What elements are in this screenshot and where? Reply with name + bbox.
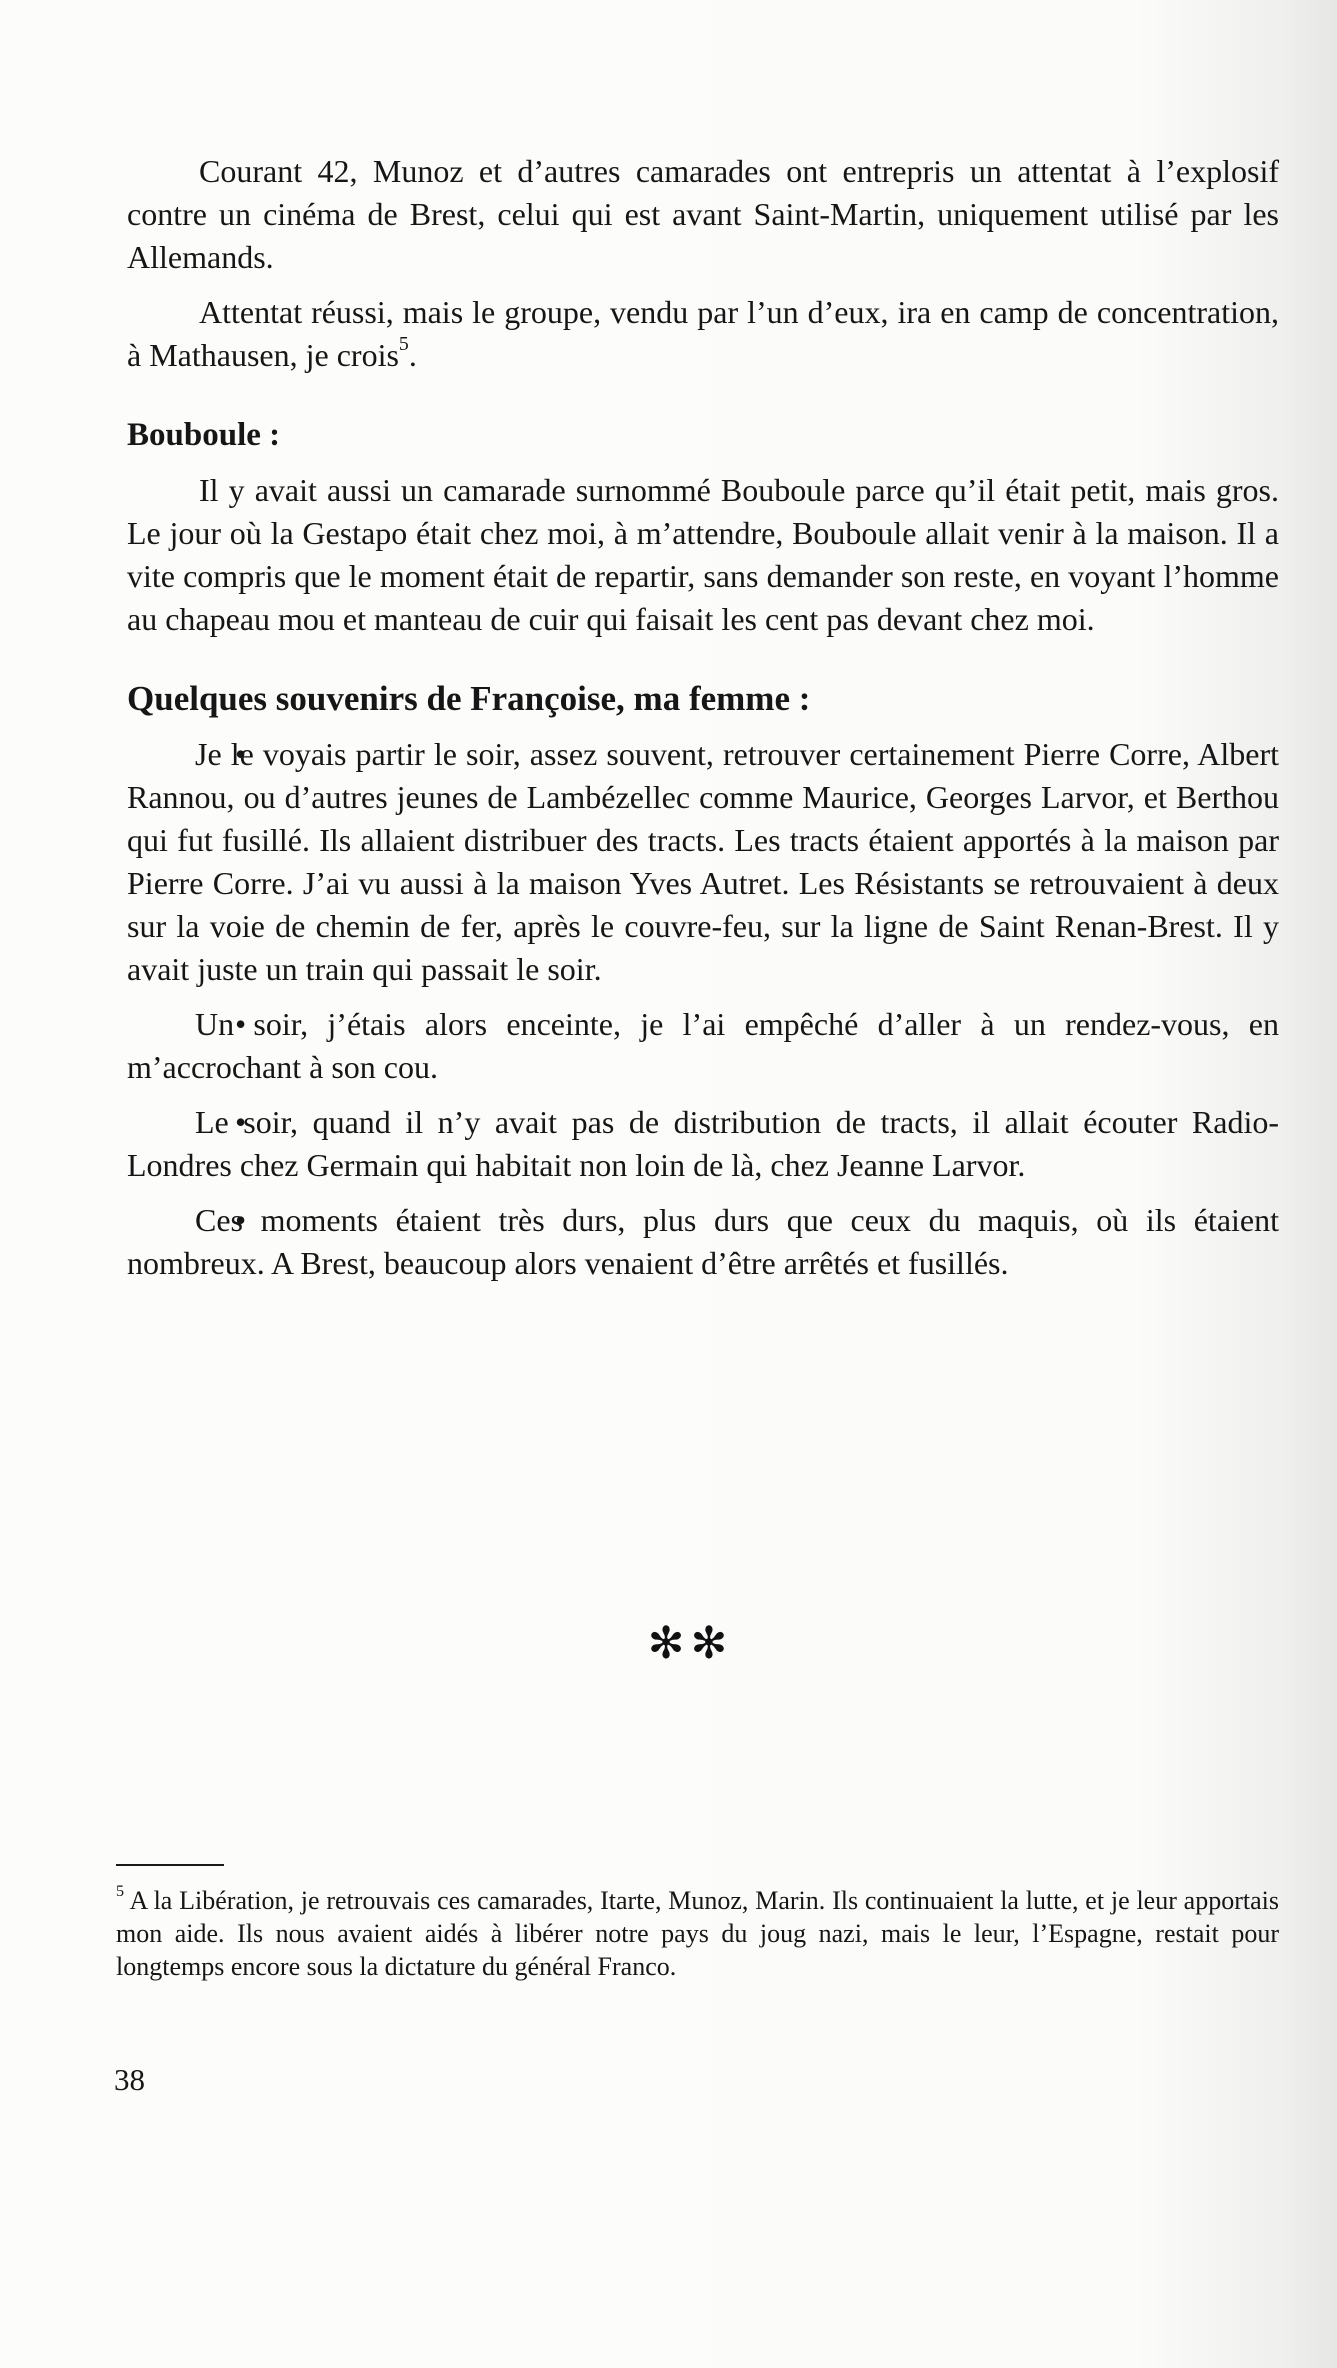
bullet-item xyxy=(127,1101,1279,1187)
bullet-item xyxy=(127,1199,1279,1285)
main-text xyxy=(127,150,1279,1285)
paragraph-mathausen xyxy=(127,291,1279,377)
bullet-text: Ces moments étaient très durs, plus durs que ceux du maquis, où ils étaient nombreux. A Brest, beaucoup alors venaient d’être arrêtés et fusillés. xyxy=(127,1202,1279,1281)
section-separator xyxy=(0,1618,1337,1669)
footnote-text: A la Libération, je retrouvais ces camarades, Itarte, Munoz, Marin. Ils continuaient la lutte, et je leur apportais mon aide. Ils nous avaient aidés à libérer notre pays du joug nazi, mais le leur, l’Espagne, restait pour longtemps encore sous la dictature du général Franco. xyxy=(116,1886,1279,1981)
heading-bouboule: Bouboule : xyxy=(127,417,281,453)
footnote-divider xyxy=(116,1864,224,1866)
page-number: 38 xyxy=(114,2062,145,2097)
bullet-text: Je le voyais partir le soir, assez souvent, retrouver certainement Pierre Corre, Albert Rannou, ou d’autres jeunes de Lambézellec comme Maurice, Georges Larvor, et Berthou qui fut fusillé. Ils allaient distribuer des tracts. Les tracts étaient apportés à la maison par Pierre Corre. J’ai vu aussi à la maison Yves Autret. Les Résistants se retrouvaient à deux sur la voie de chemin de fer, après le couvre-feu, sur la ligne de Saint Renan-Brest. Il y avait juste un train qui passait le soir. xyxy=(127,736,1279,987)
heading-francoise-memories: Quelques souvenirs de Françoise, ma femme : xyxy=(127,679,811,718)
footnote-reference[interactable]: 5 xyxy=(398,333,409,356)
footnote xyxy=(116,1884,1279,1983)
bullet-text: Un soir, j’étais alors enceinte, je l’ai empêché d’aller à un rendez-vous, en m’accrochant à son cou. xyxy=(127,1006,1279,1085)
footnote-number: 5 xyxy=(116,1883,125,1901)
paragraph-munoz-attack: Courant 42, Munoz et d’autres camarades ont entrepris un attentat à l’explosif contre un cinéma de Brest, celui qui est avant Saint-Martin, uniquement utilisé par les Allemands. xyxy=(127,153,1279,275)
asterism-icon: ✻✻ xyxy=(647,1618,734,1669)
paragraph-mathausen-text: Attentat réussi, mais le groupe, vendu par l’un d’eux, ira en camp de concentration, à Mathausen, je crois xyxy=(127,294,1279,373)
bullet-text: Le soir, quand il n’y avait pas de distribution de tracts, il allait écouter Radio-Londres chez Germain qui habitait non loin de là, chez Jeanne Larvor. xyxy=(127,1104,1279,1183)
paragraph-bouboule: Il y avait aussi un camarade surnommé Bouboule parce qu’il était petit, mais gros. Le jour où la Gestapo était chez moi, à m’attendre, Bouboule allait venir à la maison. Il a vite compris que le moment était de repartir, sans demander son reste, en voyant l’homme au chapeau mou et manteau de cuir qui faisait les cent pas devant chez moi. xyxy=(127,472,1279,637)
bullet-item xyxy=(127,1003,1279,1089)
paragraph-mathausen-end: . xyxy=(408,337,417,373)
bullet-item xyxy=(127,733,1279,991)
